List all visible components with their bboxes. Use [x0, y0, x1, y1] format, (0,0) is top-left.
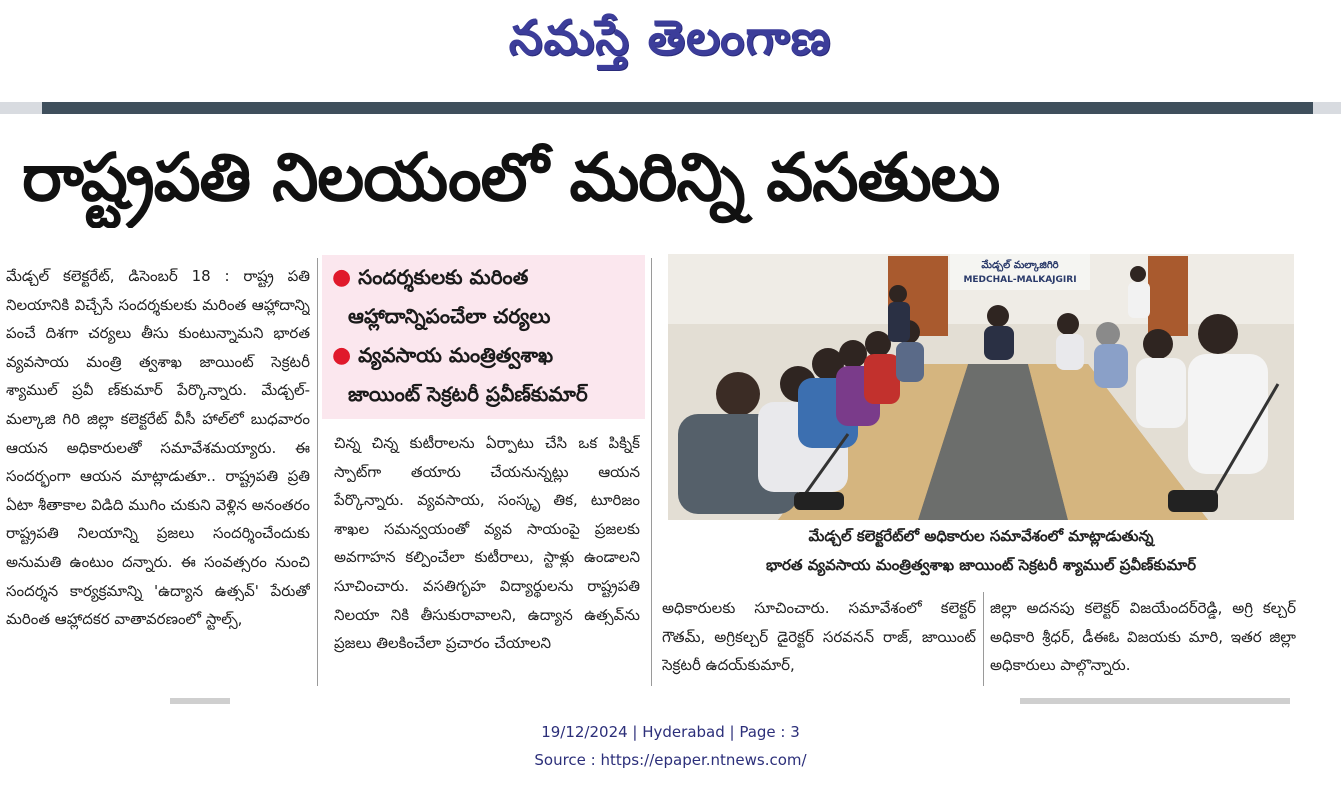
highlight-item — [348, 298, 653, 335]
highlight-item — [332, 337, 637, 374]
masthead — [0, 0, 1341, 80]
highlight-text: సందర్శకులకు మరింత — [358, 265, 529, 289]
article-column-2 — [334, 429, 640, 681]
cropped-text-remnant — [1020, 698, 1290, 704]
clipping-footer — [0, 718, 1341, 774]
article-text-col1: మేడ్చల్ కలెక్టరేట్, డిసెంబర్ 18 : రాష్ట్ర పతి నిలయానికి విచ్చేసే సందర్శకులకు మరింత ఆహ్లాదాన్ని పంచే దిశగా చర్యలు తీసు కుంటున్నామని భారత వ్యవసాయ మంత్రి త్వశాఖ జాయింట్ సెక్రటరీ శ్యాముల్ ప్రవీ ణ్‌కుమార్ పేర్కొన్నారు. మేడ్చల్-మల్కాజి గిరి జిల్లా కలెక్టరేట్ వీసీ హాల్‌లో బుధవారం ఆయన అధికారులతో సమావేశమయ్యారు. ఈ సందర్భంగా ఆయన మాట్లాడుతూ.. రాష్ట్రపతి ప్రతి ఏటా శీతాకాల విడిది ముగిం చుకుని వెళ్లిన అనంతరం రాష్ట్రపతి నిలయాన్ని ప్రజలు సందర్శించేందుకు అనుమతి ఉంటుం దన్నారు. ఈ సంవత్సరం నుంచి సందర్శన కార్యక్రమాన్ని 'ఉద్యాన ఉత్సవ్' పేరుతో మరింత ఆహ్లాదకర వాతావరణంలో స్టాల్స్, — [6, 267, 310, 629]
photo-caption — [668, 522, 1294, 582]
article-text-col2: చిన్న చిన్న కుటీరాలను ఏర్పాటు చేసి ఒక పిక్నిక్ స్పాట్‌గా తయారు చేయనున్నట్లు ఆయన పేర్కొన్నారు. వ్యవసాయ, సంస్కృ తిక, టూరిజం శాఖల సమన్వయంతో వ్యవ సాయంపై ప్రజలకు అవగాహన కల్పించేలా కుటీరాలు, స్టాళ్లు ఉండాలని సూచించారు. వసతిగృహ విద్యార్థులను రాష్ట్రపతి నిలయా నికి తీసుకురావాలని, ఉద్యాన ఉత్సవ్‌ను ప్రజలు తిలకించేలా ప్రచారం చేయాలని — [334, 434, 640, 653]
meeting-photo — [668, 254, 1294, 520]
bullet-icon: ● — [332, 343, 352, 368]
bullet-icon: ● — [332, 265, 352, 290]
highlight-text: వ్యవసాయ మంత్రిత్వశాఖ — [358, 343, 554, 367]
photo-banner-text: మేడ్చల్ మల్కాజిగిరి — [981, 260, 1059, 271]
article-headline: రాష్ట్రపతి నిలయంలో మరిన్ని వసతులు — [22, 139, 1000, 216]
highlight-text: ఆహ్లాదాన్నిపంచేలా చర్యలు — [348, 304, 551, 328]
caption-line-1: మేడ్చల్ కలెక్టరేట్‌లో అధికారుల సమావేశంలో మాట్లాడుతున్న — [808, 527, 1154, 545]
caption-line-2: భారత వ్యవసాయ మంత్రిత్వశాఖ జాయింట్ సెక్రటరీ శ్యాముల్ ప్రవీణ్‌కుమార్ — [765, 556, 1197, 574]
article-column-1 — [6, 262, 310, 686]
cropped-text-remnant — [170, 698, 230, 704]
highlight-item — [332, 259, 637, 296]
column-divider — [983, 592, 984, 686]
column-divider — [651, 258, 652, 686]
article-text-col3: అధికారులకు సూచించారు. సమావేశంలో కలెక్టర్ గౌతమ్, అగ్రికల్చర్ డైరెక్టర్ సరవనన్ రాజ్, జాయింట్ సెక్రటరీ ఉదయ్‌కుమార్, — [662, 599, 976, 675]
article-text-col4: జిల్లా అదనపు కలెక్టర్ విజయేందర్‌రెడ్డి, అగ్రి కల్చర్ అధికారి శ్రీధర్, డీఈఓ విజయకు మారి, ఇతర జిల్లా అధికారులు పాల్గొన్నారు. — [990, 599, 1296, 675]
article-column-3 — [662, 594, 976, 684]
edition-info: 19/12/2024 | Hyderabad | Page : 3 — [541, 723, 800, 741]
meeting-photo-illustration — [668, 254, 1294, 520]
newspaper-logo: నమస్తే తెలంగాణ — [508, 10, 832, 66]
article-column-4 — [990, 594, 1296, 684]
column-divider — [317, 258, 318, 686]
highlights-box — [322, 255, 645, 419]
highlight-item — [348, 376, 653, 413]
source-url: Source : https://epaper.ntnews.com/ — [534, 751, 807, 769]
photo-banner-subtext: MEDCHAL-MALKAJGIRI — [963, 275, 1077, 285]
masthead-rule-dark — [42, 102, 1313, 114]
highlight-text: జాయింట్ సెక్రటరీ ప్రవీణ్‌కుమార్ — [348, 382, 588, 406]
